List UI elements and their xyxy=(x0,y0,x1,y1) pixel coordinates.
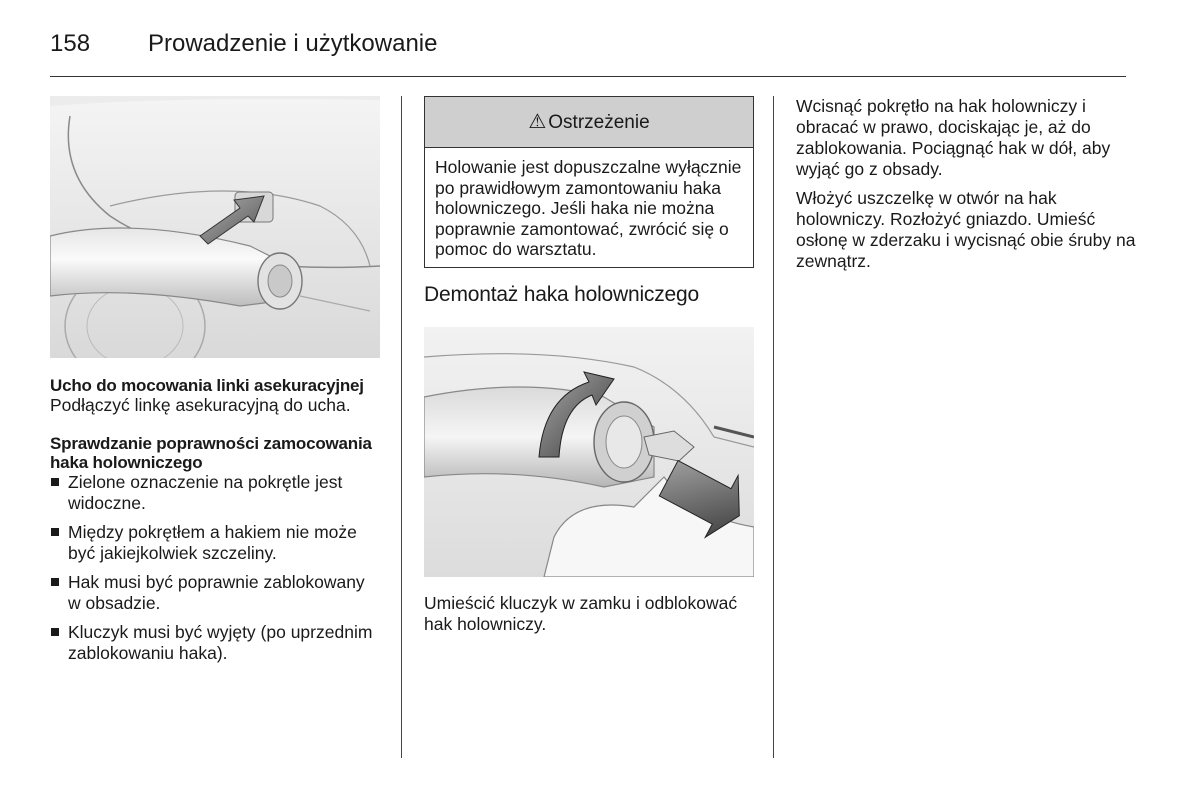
list-item: Kluczyk musi być wyjęty (po uprzednim zablokowaniu haka). xyxy=(50,622,382,664)
check-list xyxy=(50,472,382,664)
eyelet-heading: Ucho do mocowania linki asekuracyjnej xyxy=(50,376,364,395)
warning-triangle-icon: ⚠ xyxy=(528,110,547,133)
page-number: 158 xyxy=(50,30,91,57)
warning-title: Ostrzeżenie xyxy=(548,111,650,133)
warning-text: Holowanie jest dopuszczalne wyłącznie po prawidłowym zamontowaniu haka holowniczego. Jeśli haka nie można poprawnie zamontować, zwrócić się o pomoc do warsztatu. xyxy=(435,157,742,259)
key-unlock-illustration xyxy=(424,327,754,577)
page-title: Prowadzenie i użytkowanie xyxy=(148,30,438,57)
warning-box xyxy=(424,96,754,268)
bullet-square-icon xyxy=(51,578,59,586)
column-divider xyxy=(773,96,774,758)
eyelet-text: Podłączyć linkę asekuracyjną do ucha. xyxy=(50,395,351,415)
check-heading: Sprawdzanie poprawności zamocowania haka holowniczego xyxy=(50,434,372,472)
paragraph: Wcisnąć pokrętło na hak holowniczy i obracać w prawo, dociskając je, aż do zablokowania. Pociągnąć hak w dół, aby wyjąć go z obsady. xyxy=(796,96,1111,179)
section-title: Demontaż haka holowniczego xyxy=(424,282,699,306)
column-divider xyxy=(401,96,402,758)
bullet-square-icon xyxy=(51,528,59,536)
list-item: Hak musi być poprawnie zablokowany w obsadzie. xyxy=(50,572,382,614)
figure-tow-hook-eyelet xyxy=(50,96,380,358)
tow-hook-illustration xyxy=(50,96,380,358)
column-left xyxy=(50,96,382,672)
list-item: Między pokrętłem a hakiem nie może być jakiejkolwiek szczeliny. xyxy=(50,522,382,564)
warning-header xyxy=(425,97,753,148)
paragraph: Włożyć uszczelkę w otwór na hak holowniczy. Rozłożyć gniazdo. Umieść osłonę w zderzaku i wycisnąć obie śruby na zewnątrz. xyxy=(796,188,1136,271)
bullet-square-icon xyxy=(51,628,59,636)
list-item: Zielone oznaczenie na pokrętle jest widoczne. xyxy=(50,472,382,514)
column-middle xyxy=(424,96,754,643)
column-right xyxy=(796,96,1136,280)
figure-unlock-hook xyxy=(424,327,754,577)
bullet-square-icon xyxy=(51,478,59,486)
unlock-caption: Umieścić kluczyk w zamku i odblokować hak holowniczy. xyxy=(424,592,738,634)
page-header xyxy=(50,26,1126,77)
